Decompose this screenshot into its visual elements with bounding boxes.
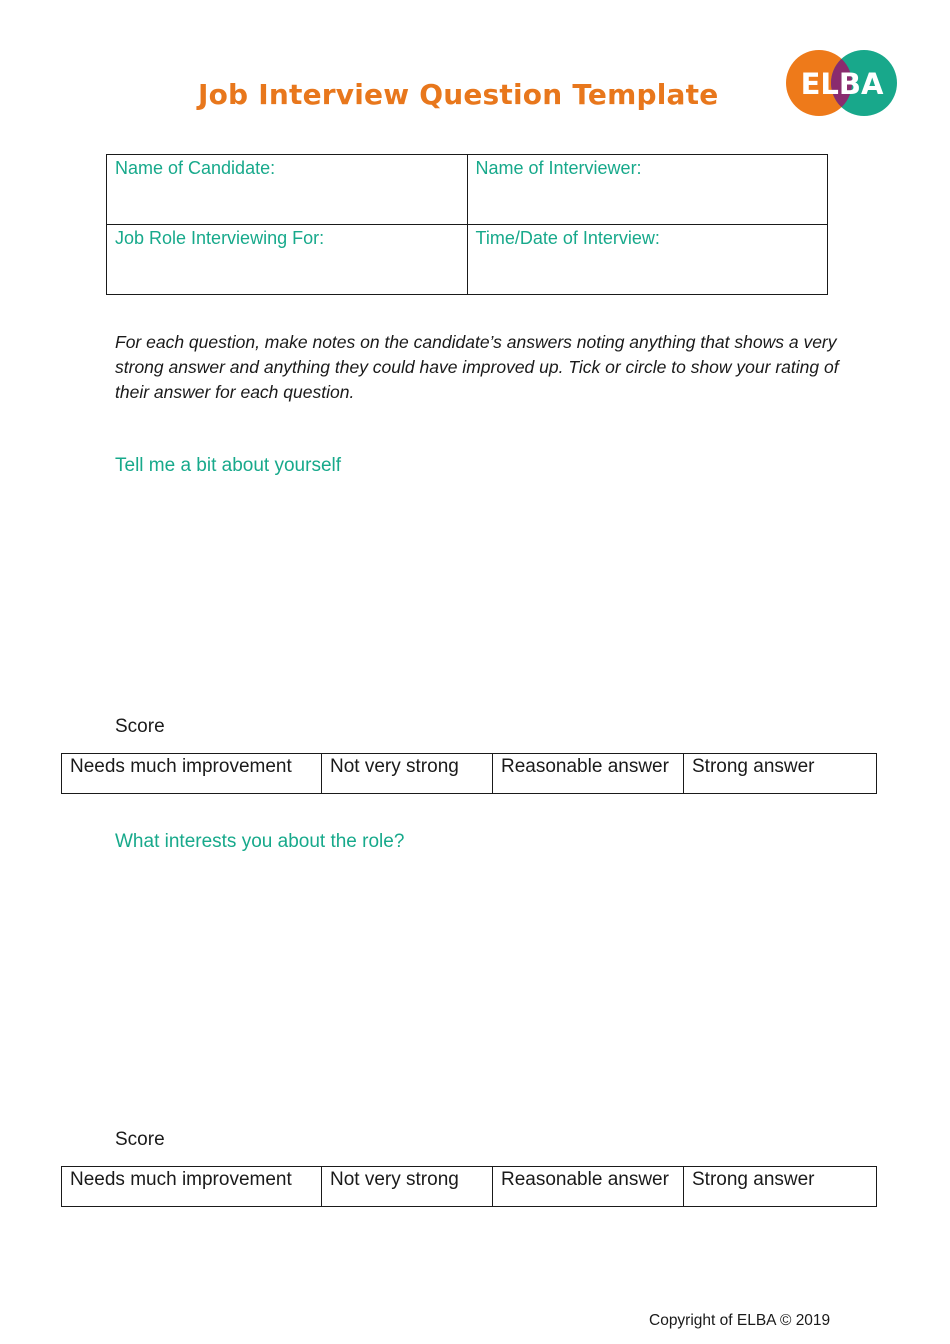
rating-reasonable[interactable]: Reasonable answer — [493, 1167, 684, 1207]
rating-strong[interactable]: Strong answer — [684, 1167, 877, 1207]
score-table-1 — [61, 753, 877, 794]
job-role-field[interactable]: Job Role Interviewing For: — [107, 225, 468, 295]
rating-not-very-strong[interactable]: Not very strong — [322, 754, 493, 794]
logo-text: ELBA — [800, 67, 884, 101]
rating-needs-improvement[interactable]: Needs much improvement — [62, 1167, 322, 1207]
rating-reasonable[interactable]: Reasonable answer — [493, 754, 684, 794]
interview-datetime-field[interactable]: Time/Date of Interview: — [467, 225, 828, 295]
question-1: Tell me a bit about yourself — [115, 455, 342, 476]
score-label-1: Score — [115, 716, 165, 737]
question-2: What interests you about the role? — [115, 831, 405, 852]
score-table-2 — [61, 1166, 877, 1207]
instructions-text: For each question, make notes on the candidate’s answers noting anything that shows a very strong answer and anything they could have improved up. Tick or circle to show your rating of their answer for each question. — [115, 332, 839, 402]
rating-needs-improvement[interactable]: Needs much improvement — [62, 754, 322, 794]
page-title: Job Interview Question Template — [198, 78, 719, 111]
rating-not-very-strong[interactable]: Not very strong — [322, 1167, 493, 1207]
copyright-text: Copyright of ELBA © 2019 — [649, 1312, 831, 1329]
score-label-2: Score — [115, 1129, 165, 1150]
rating-strong[interactable]: Strong answer — [684, 754, 877, 794]
candidate-info-table — [106, 154, 828, 295]
interviewer-name-field[interactable]: Name of Interviewer: — [467, 155, 828, 225]
elba-logo — [782, 49, 900, 117]
candidate-name-field[interactable]: Name of Candidate: — [107, 155, 468, 225]
